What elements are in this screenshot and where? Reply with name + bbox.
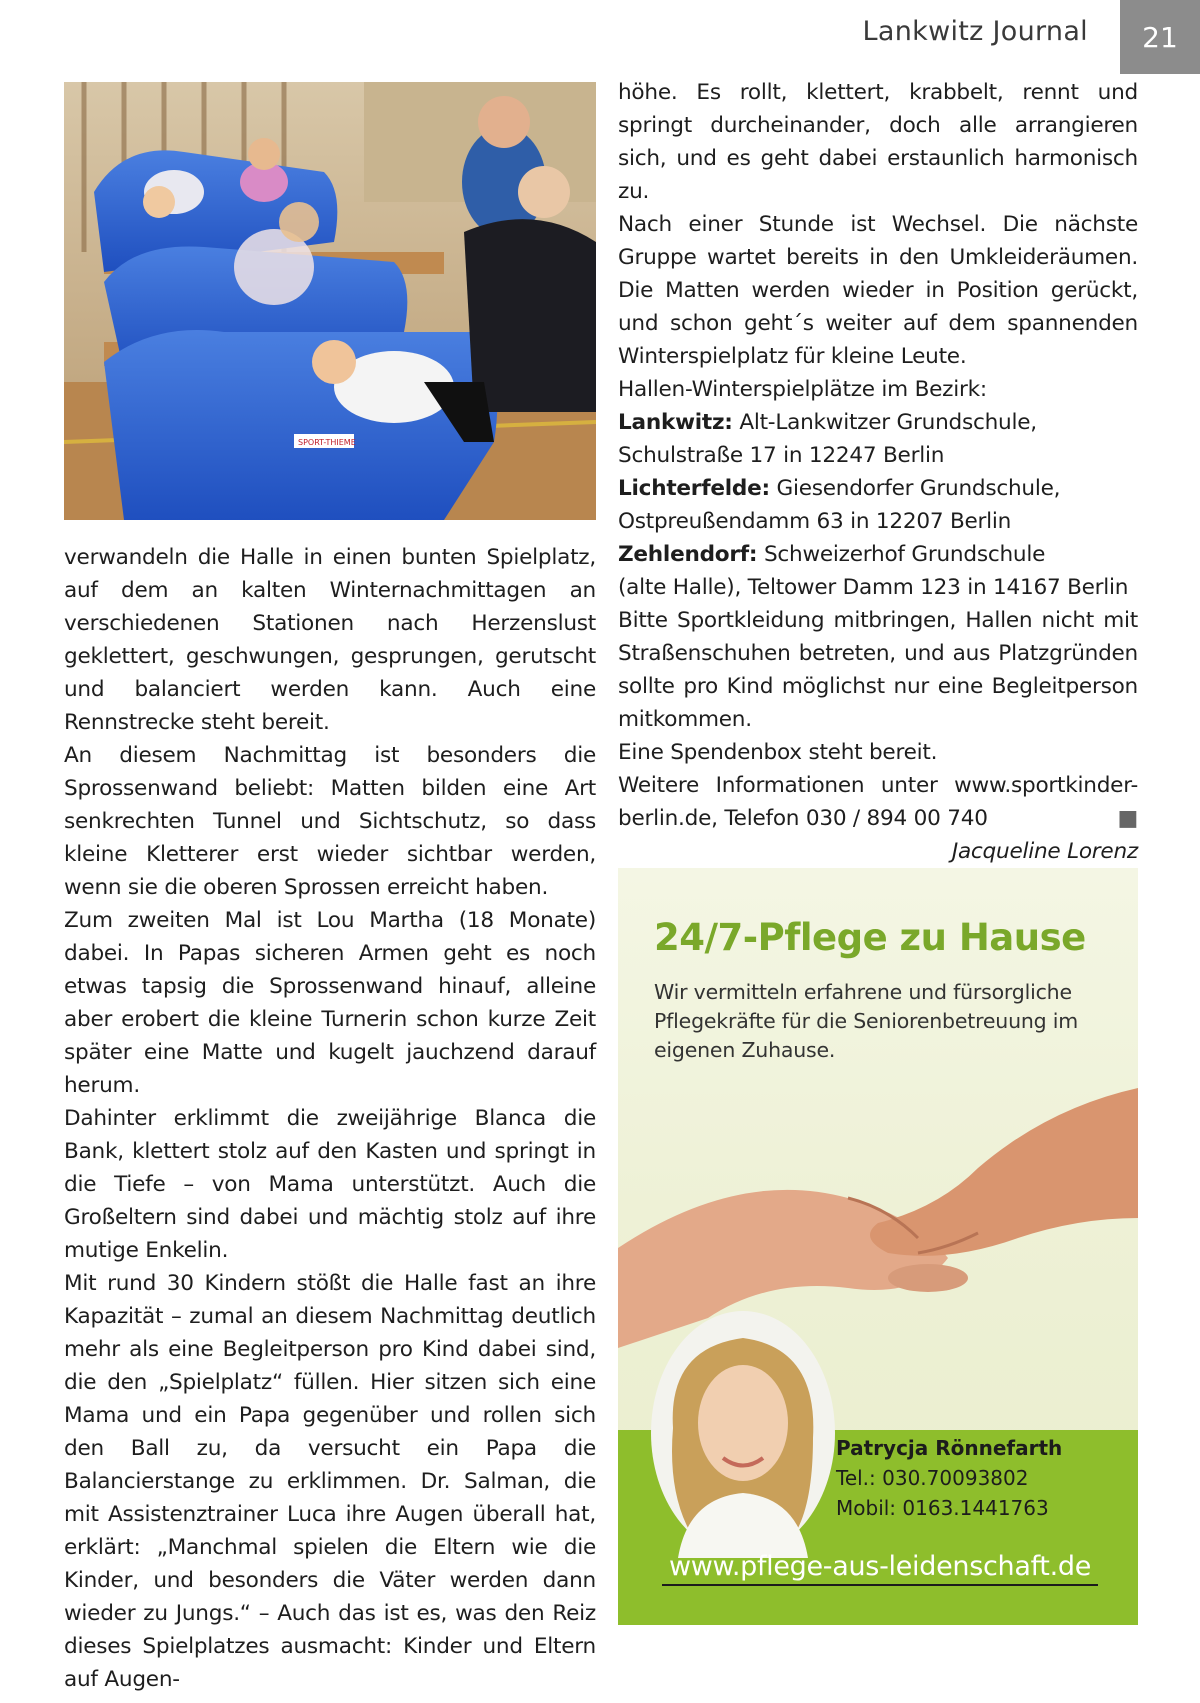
end-square-icon: ■	[1117, 806, 1138, 831]
paragraph: An diesem Nachmittag ist besonders die Sprossenwand beliebt: Matten bilden eine Art senkrechten Tunnel und Sichtschutz, so dass kleine Kletterer erst wieder sichtbar werden, wenn sie die oberen Sprossen erreicht haben.	[64, 743, 596, 900]
page-number: 21	[1120, 0, 1200, 74]
article-left-column	[64, 541, 596, 1696]
location-zehlendorf: Zehlendorf: Schweizerhof Grundschule (alte Halle), Teltower Damm 123 in 14167 Berlin	[618, 542, 1129, 600]
ad-website-link[interactable]: www.pflege-aus-leidenschaft.de	[662, 1551, 1098, 1586]
paragraph: Eine Spendenbox steht bereit.	[618, 740, 938, 765]
contact-phone: Tel.: 030.70093802	[836, 1466, 1029, 1490]
contact-name: Patrycja Rönnefarth	[836, 1436, 1063, 1460]
paragraph: verwandeln die Halle in einen bunten Spielplatz, auf dem an kalten Winternachmittagen an verschiedenen Stationen nach Herzenslust geklettert, geschwungen, gesprungen, gerutscht und balanciert werden kann. Auch eine Rennstrecke steht bereit.	[64, 545, 596, 735]
location-lichterfelde: Lichterfelde: Giesendorfer Grundschule, Ostpreußendamm 63 in 12207 Berlin	[618, 476, 1061, 534]
paragraph: Bitte Sportkleidung mitbringen, Hallen nicht mit Straßenschuhen betreten, und aus Platzgründen sollte pro Kind möglichst nur eine Begleitperson mitkommen.	[618, 608, 1138, 732]
mat-brand-label: SPORT-THIEME	[298, 438, 356, 447]
author-byline: Jacqueline Lorenz	[951, 839, 1138, 864]
paragraph: Zum zweiten Mal ist Lou Martha (18 Monate) dabei. In Papas sicheren Armen geht es noch etwas tapsig die Sprossenwand hinauf, alleine aber erobert die kleine Turnerin schon kurze Zeit später eine Matte und kugelt jauchzend darauf herum.	[64, 908, 596, 1098]
paragraph: Dahinter erklimmt die zweijährige Blanca die Bank, klettert stolz auf den Kasten und springt in die Tiefe – von Mama unterstützt. Auch die Großeltern sind dabei und mächtig stolz auf ihre mutige Enkelin.	[64, 1106, 596, 1263]
paragraph-info: Weitere Informationen unter www.sportkinder-berlin.de, Telefon 030 / 894 00 740 ■	[618, 769, 1138, 835]
location-lankwitz: Lankwitz: Alt-Lankwitzer Grundschule, Schulstraße 17 in 12247 Berlin	[618, 410, 1037, 468]
article-photo	[64, 82, 596, 520]
paragraph: Mit rund 30 Kindern stößt die Halle fast an ihre Kapazität – zumal an diesem Nachmittag deutlich mehr als eine Begleitperson pro Kind dabei sind, die den „Spielplatz“ füllen. Hier sitzen sich eine Mama und ein Papa gegenüber und rollen sich den Ball zu, da versucht ein Papa die Balancierstange zu erklimmen. Dr. Salman, die mit Assistenztrainer Luca ihre Augen überall hat, erklärt: „Manchmal spielen die Eltern wie die Kinder, und besonders die Väter werden dann wieder zu Jungs.“ – Auch das ist es, was den Reiz dieses Spielplatzes ausmacht: Kinder und Eltern auf Augen-	[64, 1271, 596, 1692]
journal-title: Lankwitz Journal	[862, 16, 1088, 47]
article-right-column	[618, 76, 1138, 868]
ad-lead-text: Wir vermitteln erfahrene und fürsorgliche Pflegekräfte für die Seniorenbetreuung im eigenen Zuhause.	[654, 980, 1079, 1062]
paragraph: Nach einer Stunde ist Wechsel. Die nächste Gruppe wartet bereits in den Umkleideräumen. Die Matten werden wieder in Position gerückt, und schon geht´s weiter auf dem spannenden Winterspielplatz für kleine Leute.	[618, 212, 1138, 369]
contact-portrait	[648, 1308, 838, 1558]
ad-heading: 24/7-Pflege zu Hause	[654, 916, 1086, 959]
locations-heading: Hallen-Winterspielplätze im Bezirk:	[618, 377, 987, 402]
ad-contact-block	[836, 1433, 1062, 1523]
advertisement-care	[618, 868, 1138, 1625]
gym-mats-children-illustration	[64, 82, 596, 520]
contact-mobile: Mobil: 0163.1441763	[836, 1496, 1049, 1520]
paragraph: höhe. Es rollt, klettert, krabbelt, rennt und springt durcheinander, doch alle arrangieren sich, und es geht dabei erstaunlich harmonisch zu.	[618, 80, 1138, 204]
